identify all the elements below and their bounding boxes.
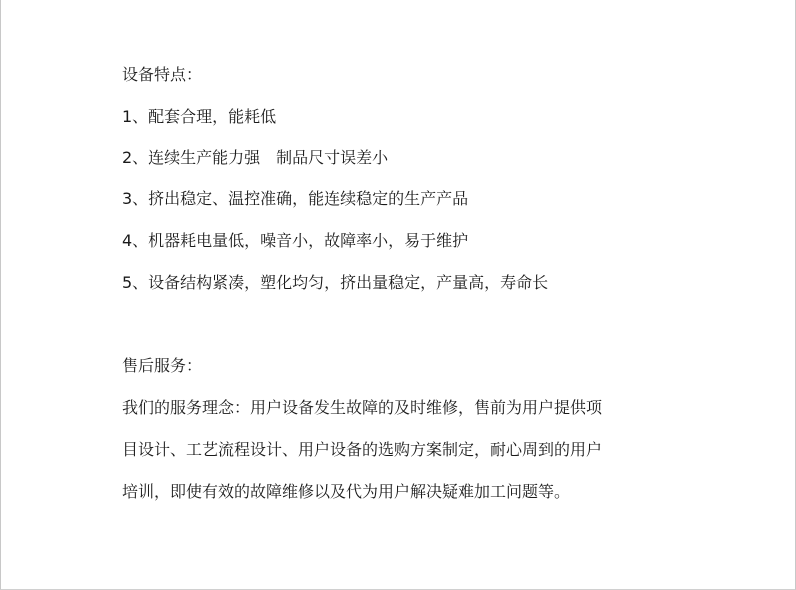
service-paragraph-line: 培训，即使有效的故障维修以及代为用户解决疑难加工问题等。	[122, 482, 571, 501]
service-paragraph-line: 目设计、工艺流程设计、用户设备的选购方案制定，耐心周到的用户	[122, 440, 603, 459]
feature-item: 2、连续生产能力强 制品尺寸误差小	[122, 148, 389, 167]
feature-item: 1、配套合理，能耗低	[122, 107, 277, 126]
feature-item: 4、机器耗电量低，噪音小，故障率小，易于维护	[122, 231, 469, 250]
feature-item: 3、挤出稳定、温控准确，能连续稳定的生产产品	[122, 189, 469, 208]
service-paragraph-line: 我们的服务理念：用户设备发生故障的及时维修，售前为用户提供项	[122, 398, 603, 417]
features-heading: 设备特点：	[122, 65, 203, 84]
feature-item: 5、设备结构紧凑，塑化均匀，挤出量稳定，产量高，寿命长	[122, 273, 549, 292]
service-heading: 售后服务：	[122, 356, 203, 375]
